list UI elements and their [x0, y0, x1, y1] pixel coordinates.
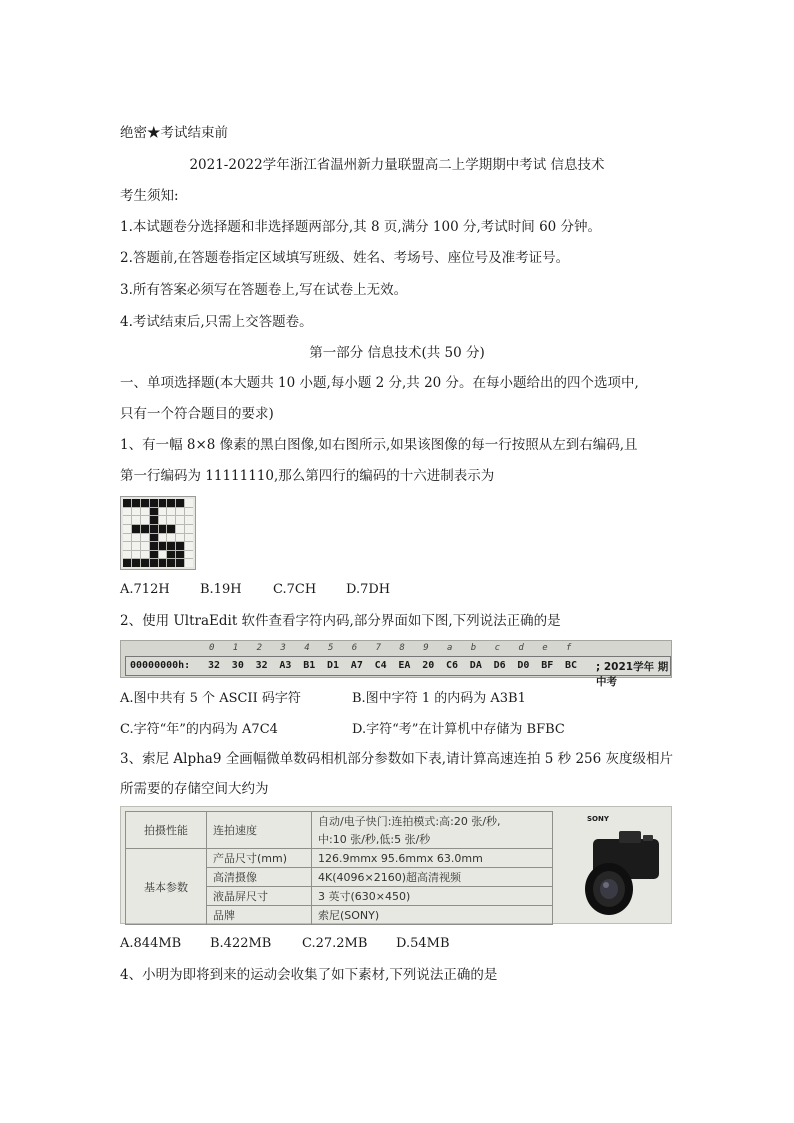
q1-text-line1: 1、有一幅 8×8 像素的黑白图像,如右图所示,如果该图像的每一行按照从左到右编码,且: [120, 437, 638, 453]
hex-offset-label: 8: [399, 643, 405, 653]
notice-item-4: 4.考试结束后,只需上交答题卷。: [120, 314, 313, 330]
hex-byte: C6: [446, 660, 459, 671]
pixel-cell: [150, 551, 158, 559]
table-cell-value: 自动/电子快门:连拍模式:高:20 张/秒,: [312, 812, 553, 831]
pixel-cell: [167, 525, 175, 533]
section-instructions-line1: 一、单项选择题(本大题共 10 小题,每小题 2 分,共 20 分。在每小题给出的四个选项中,: [120, 375, 639, 391]
pixel-cell: [159, 508, 167, 516]
secrecy-label: 绝密★考试结束前: [120, 125, 228, 141]
pixel-cell: [150, 508, 158, 516]
pixel-cell: [159, 499, 167, 507]
table-row: [126, 849, 553, 868]
hex-offset-label: c: [494, 643, 501, 653]
hex-byte: 20: [422, 660, 435, 671]
q1-option-c[interactable]: C.7CH: [273, 582, 317, 597]
pixel-cell: [123, 551, 131, 559]
table-cell-value: 索尼(SONY): [312, 906, 553, 925]
pixel-cell: [159, 542, 167, 550]
pixel-cell: [141, 542, 149, 550]
pixel-cell: [141, 525, 149, 533]
hex-offset-label: f: [566, 643, 572, 653]
q1-text-line2: 第一行编码为 11111110,那么第四行的编码的十六进制表示为: [120, 468, 495, 484]
notice-item-1: 1.本试题卷分选择题和非选择题两部分,其 8 页,满分 100 分,考试时间 60 分钟。: [120, 219, 602, 235]
hex-offset-label: 6: [351, 643, 358, 653]
pixel-cell: [132, 508, 140, 516]
pixel-cell: [141, 534, 149, 542]
pixel-cell: [185, 525, 193, 533]
pixel-cell: [123, 508, 131, 516]
hex-offset-label: 4: [304, 643, 310, 653]
pixel-cell: [185, 516, 193, 524]
hex-byte: D0: [517, 660, 530, 671]
q1-option-b[interactable]: B.19H: [200, 582, 242, 597]
hex-offset-label: 3: [280, 643, 286, 653]
pixel-cell: [176, 534, 184, 542]
pixel-cell: [150, 525, 158, 533]
notice-item-3: 3.所有答案必须写在答题卷上,写在试卷上无效。: [120, 282, 408, 298]
pixel-cell: [159, 516, 167, 524]
q1-option-d[interactable]: D.7DH: [346, 582, 391, 597]
pixel-cell: [167, 542, 175, 550]
section-instructions-line2: 只有一个符合题目的要求): [120, 406, 274, 422]
hex-offset-label: b: [470, 643, 477, 653]
hex-offset-label: 7: [375, 643, 382, 653]
table-cell-value: 126.9mmx 95.6mmx 63.0mm: [312, 849, 553, 868]
pixel-cell: [123, 559, 131, 567]
pixel-grid: [123, 499, 193, 567]
pixel-cell: [185, 542, 193, 550]
q1-option-a[interactable]: A.712H: [120, 582, 170, 597]
pixel-cell: [159, 559, 167, 567]
table-row: [126, 812, 553, 831]
pixel-cell: [123, 516, 131, 524]
pixel-cell: [123, 534, 131, 542]
hex-offset-label: d: [518, 643, 524, 653]
hex-byte: 32: [208, 660, 221, 671]
pixel-cell: [185, 559, 193, 567]
hex-byte: BC: [565, 660, 578, 671]
table-cell-group: 拍摄性能: [126, 812, 207, 849]
hex-offset-label: 2: [256, 643, 263, 653]
table-cell-value: 3 英寸(630×450): [312, 887, 553, 906]
pixel-cell: [176, 559, 184, 567]
camera-photo: [579, 813, 669, 919]
hex-byte: EA: [398, 660, 411, 671]
hex-offset-label: e: [542, 643, 548, 653]
exam-title: 2021-2022学年浙江省温州新力量联盟高二上学期期中考试 信息技术: [189, 157, 605, 173]
hex-byte: D1: [327, 660, 340, 671]
q1-pixel-image: [120, 496, 196, 570]
pixel-cell: [176, 551, 184, 559]
pixel-cell: [159, 525, 167, 533]
q3-option-d[interactable]: D.54MB: [396, 936, 450, 951]
table-cell-label: 连拍速度: [207, 812, 312, 849]
pixel-cell: [159, 534, 167, 542]
pixel-cell: [176, 499, 184, 507]
pixel-cell: [123, 542, 131, 550]
q3-option-a[interactable]: A.844MB: [120, 936, 182, 951]
notice-item-2: 2.答题前,在答题卷指定区域填写班级、姓名、考场号、座位号及准考证号。: [120, 250, 570, 266]
pixel-cell: [159, 551, 167, 559]
hex-offset-label: 5: [328, 643, 334, 653]
pixel-cell: [132, 559, 140, 567]
pixel-cell: [132, 516, 140, 524]
camera-icon: [579, 813, 669, 919]
notice-heading: 考生须知:: [120, 188, 179, 204]
pixel-cell: [176, 516, 184, 524]
pixel-cell: [150, 542, 158, 550]
q3-text-line1: 3、索尼 Alpha9 全画幅微单数码相机部分参数如下表,请计算高速连拍 5 秒 256 灰度级相片: [120, 751, 674, 767]
pixel-cell: [141, 551, 149, 559]
q3-option-c[interactable]: C.27.2MB: [302, 936, 368, 951]
pixel-cell: [185, 551, 193, 559]
q2-option-b[interactable]: B.图中字符 1 的内码为 A3B1: [352, 691, 526, 706]
pixel-cell: [141, 508, 149, 516]
hex-offset-label: a: [447, 643, 453, 653]
q2-option-d[interactable]: D.字符“考”在计算机中存储为 BFBC: [352, 722, 565, 737]
hex-byte: B1: [303, 660, 316, 671]
q3-text-line2: 所需要的存储空间大约为: [120, 781, 269, 797]
hex-offset-label: 0: [209, 643, 215, 653]
q2-text-line1: 2、使用 UltraEdit 软件查看字符内码,部分界面如下图,下列说法正确的是: [120, 613, 561, 629]
hex-byte: BF: [541, 660, 554, 671]
table-cell-label: 品牌: [207, 906, 312, 925]
camera-brand-label: SONY: [587, 815, 609, 823]
pixel-cell: [123, 499, 131, 507]
hex-text-column: ; 2021学年 期中考: [596, 661, 669, 688]
table-cell-value: 4K(4096×2160)超高清视频: [312, 868, 553, 887]
q2-option-c[interactable]: C.字符“年”的内码为 A7C4: [120, 722, 278, 737]
hex-byte: DA: [469, 660, 482, 671]
pixel-cell: [167, 551, 175, 559]
camera-spec-panel: [120, 806, 672, 924]
pixel-cell: [150, 534, 158, 542]
hex-byte: A3: [279, 660, 292, 671]
pixel-cell: [132, 542, 140, 550]
hex-byte: 32: [255, 660, 268, 671]
ultraedit-hex-view: [120, 640, 672, 688]
pixel-cell: [123, 525, 131, 533]
hex-byte: 30: [231, 660, 244, 671]
pixel-cell: [167, 516, 175, 524]
camera-spec-table: [125, 811, 553, 925]
part1-title: 第一部分 信息技术(共 50 分): [309, 345, 485, 361]
pixel-cell: [141, 516, 149, 524]
pixel-cell: [176, 542, 184, 550]
pixel-cell: [185, 508, 193, 516]
pixel-cell: [167, 559, 175, 567]
pixel-cell: [141, 559, 149, 567]
table-cell-group: 基本参数: [126, 849, 207, 925]
table-cell-label: 高清摄像: [207, 868, 312, 887]
pixel-cell: [167, 534, 175, 542]
pixel-cell: [150, 559, 158, 567]
pixel-cell: [185, 499, 193, 507]
pixel-cell: [150, 499, 158, 507]
hex-row: [125, 656, 671, 688]
hex-byte: D6: [493, 660, 506, 671]
q4-text-line1: 4、小明为即将到来的运动会收集了如下素材,下列说法正确的是: [120, 967, 498, 983]
pixel-cell: [141, 499, 149, 507]
pixel-cell: [167, 508, 175, 516]
pixel-cell: [176, 508, 184, 516]
pixel-cell: [176, 525, 184, 533]
table-cell-label: 产品尺寸(mm): [207, 849, 312, 868]
q3-option-b[interactable]: B.422MB: [210, 936, 272, 951]
pixel-cell: [185, 534, 193, 542]
pixel-cell: [132, 499, 140, 507]
pixel-cell: [132, 525, 140, 533]
hex-byte: C4: [374, 660, 387, 671]
pixel-cell: [150, 516, 158, 524]
hex-offset-label: 1: [232, 643, 239, 653]
pixel-cell: [132, 534, 140, 542]
hex-address: 00000000h:: [130, 660, 191, 671]
pixel-cell: [132, 551, 140, 559]
table-cell-value: 中:10 张/秒,低:5 张/秒: [312, 830, 553, 849]
hex-byte: A7: [350, 660, 363, 671]
pixel-cell: [167, 499, 175, 507]
hex-offset-label: 9: [423, 643, 429, 653]
q2-option-a[interactable]: A.图中共有 5 个 ASCII 码字符: [120, 691, 301, 706]
table-cell-label: 液晶屏尺寸: [207, 887, 312, 906]
